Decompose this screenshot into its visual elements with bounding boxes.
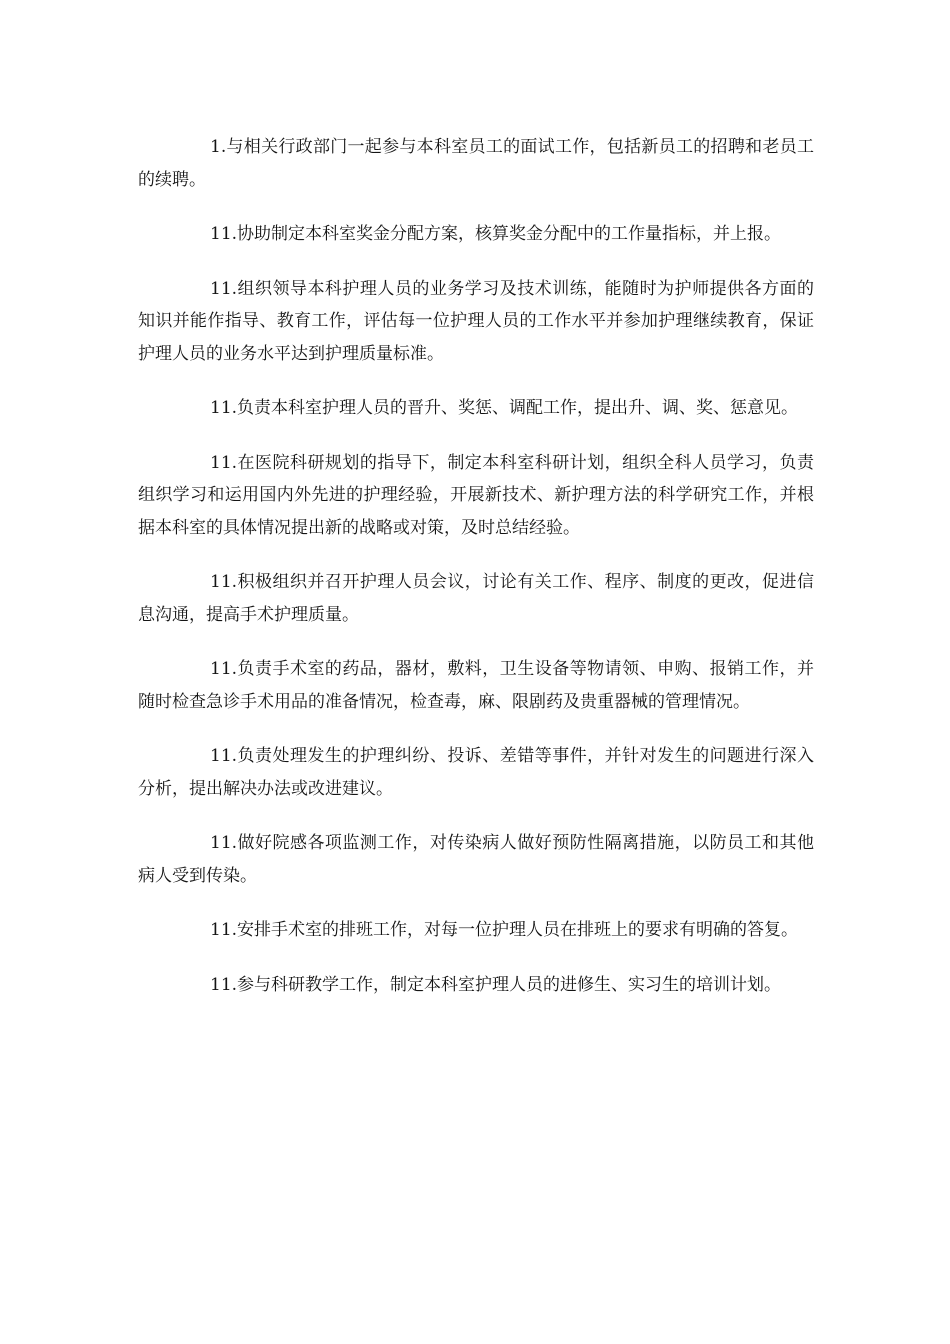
document-body bbox=[138, 131, 814, 1023]
paragraph-9: 11.做好院感各项监测工作，对传染病人做好预防性隔离措施，以防员工和其他病人受到传染。 bbox=[138, 833, 814, 886]
paragraph-11: 11.参与科研教学工作，制定本科室护理人员的进修生、实习生的培训计划。 bbox=[210, 974, 782, 995]
paragraph-2: 11.协助制定本科室奖金分配方案，核算奖金分配中的工作量指标，并上报。 bbox=[210, 224, 782, 244]
paragraph-6: 11.积极组织并召开护理人员会议，讨论有关工作、程序、制度的更改，促进信息沟通，提高手术护理质量。 bbox=[138, 572, 814, 625]
paragraph-4: 11.负责本科室护理人员的晋升、奖惩、调配工作，提出升、调、奖、惩意见。 bbox=[210, 398, 799, 418]
paragraph-10: 11.安排手术室的排班工作，对每一位护理人员在排班上的要求有明确的答复。 bbox=[210, 920, 799, 940]
paragraph-5: 11.在医院科研规划的指导下，制定本科室科研计划，组织全科人员学习，负责组织学习和运用国内外先进的护理经验，开展新技术、新护理方法的科学研究工作，并根据本科室的具体情况提出新的战略或对策，及时总结经验。 bbox=[138, 452, 814, 538]
paragraph-7: 11.负责手术室的药品，器材，敷料，卫生设备等物请领、申购、报销工作，并随时检查急诊手术用品的准备情况，检查毒，麻、限剧药及贵重器械的管理情况。 bbox=[138, 659, 814, 712]
paragraph-1: 1.与相关行政部门一起参与本科室员工的面试工作，包括新员工的招聘和老员工的续聘。 bbox=[138, 137, 814, 190]
paragraph-8: 11.负责处理发生的护理纠纷、投诉、差错等事件，并针对发生的问题进行深入分析，提出解决办法或改进建议。 bbox=[138, 746, 814, 799]
paragraph-3: 11.组织领导本科护理人员的业务学习及技术训练，能随时为护师提供各方面的知识并能作指导、教育工作，评估每一位护理人员的工作水平并参加护理继续教育，保证护理人员的业务水平达到护理质量标准。 bbox=[138, 278, 814, 364]
